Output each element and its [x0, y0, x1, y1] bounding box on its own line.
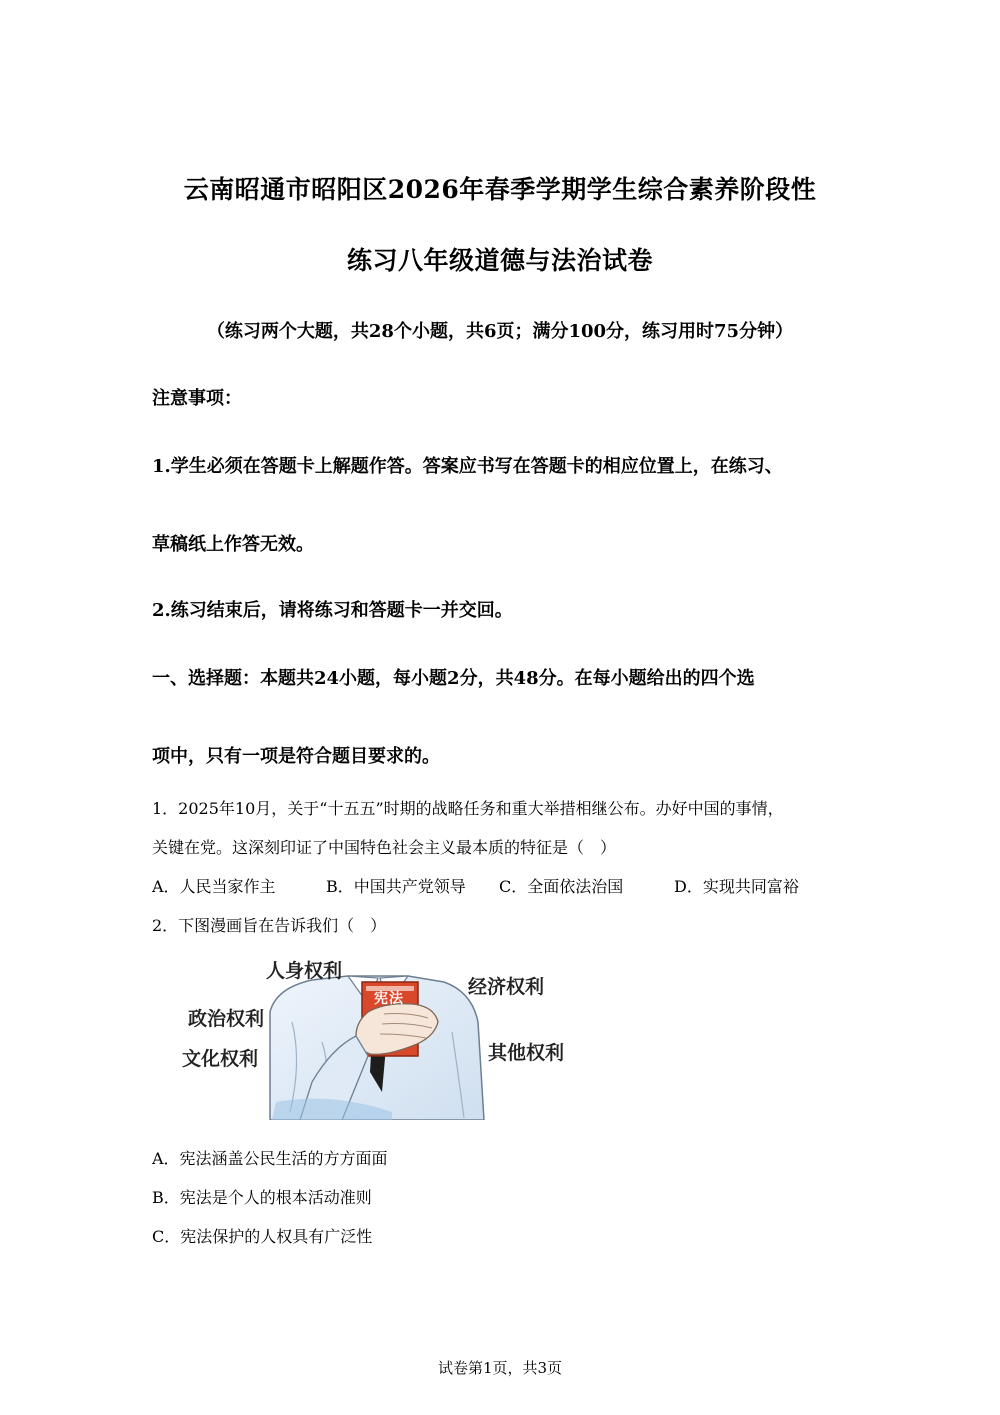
question-2-option-a[interactable]: A．宪法涵盖公民生活的方方面面	[152, 1149, 388, 1168]
label-political-rights: 政治权利	[188, 1008, 265, 1030]
exam-info: （练习两个大题，共28个小题，共6页；满分100分，练习用时75分钟）	[206, 321, 794, 342]
book-title: 宪法	[374, 991, 404, 1007]
section-heading-cont: 项中，只有一项是符合题目要求的。	[152, 746, 440, 767]
label-economic-rights: 经济权利	[468, 976, 545, 998]
question-2-option-b[interactable]: B．宪法是个人的根本活动准则	[152, 1188, 372, 1207]
label-cultural-rights: 文化权利	[182, 1048, 259, 1070]
notice-heading: 注意事项：	[152, 388, 242, 409]
question-1-option-b[interactable]: B．中国共产党领导	[326, 877, 466, 896]
label-personal-rights: 人身权利	[266, 960, 343, 982]
question-1-stem: 1．2025年10月，关于“十五五”时期的战略任务和重大举措相继公布。办好中国的事情，	[152, 799, 784, 818]
question-1-option-a[interactable]: A．人民当家作主	[152, 877, 276, 896]
question-1-stem-cont: 关键在党。这深刻印证了中国特色社会主义最本质的特征是（ ）	[152, 838, 617, 857]
notice-item-1: 1.学生必须在答题卡上解题作答。答案应书写在答题卡的相应位置上，在练习、	[152, 456, 783, 477]
notice-item-2: 2.练习结束后，请将练习和答题卡一并交回。	[152, 600, 513, 621]
page-footer: 试卷第1页，共3页	[437, 1359, 563, 1377]
question-1-options	[152, 874, 852, 896]
notice-item-1-cont: 草稿纸上作答无效。	[152, 534, 314, 555]
section-heading: 一、选择题：本题共24小题，每小题2分，共48分。在每小题给出的四个选	[152, 668, 755, 689]
question-1-option-c[interactable]: C．全面依法治国	[499, 877, 624, 896]
constitution-cartoon	[172, 952, 592, 1120]
question-1-option-d[interactable]: D．实现共同富裕	[674, 877, 799, 896]
label-other-rights: 其他权利	[488, 1042, 565, 1064]
question-2-stem: 2．下图漫画旨在告诉我们（ ）	[152, 916, 387, 935]
exam-title-line1: 云南昭通市昭阳区2026年春季学期学生综合素养阶段性	[183, 175, 817, 204]
question-2-option-c[interactable]: C．宪法保护的人权具有广泛性	[152, 1227, 373, 1246]
exam-title-line2: 练习八年级道德与法治试卷	[346, 246, 653, 275]
